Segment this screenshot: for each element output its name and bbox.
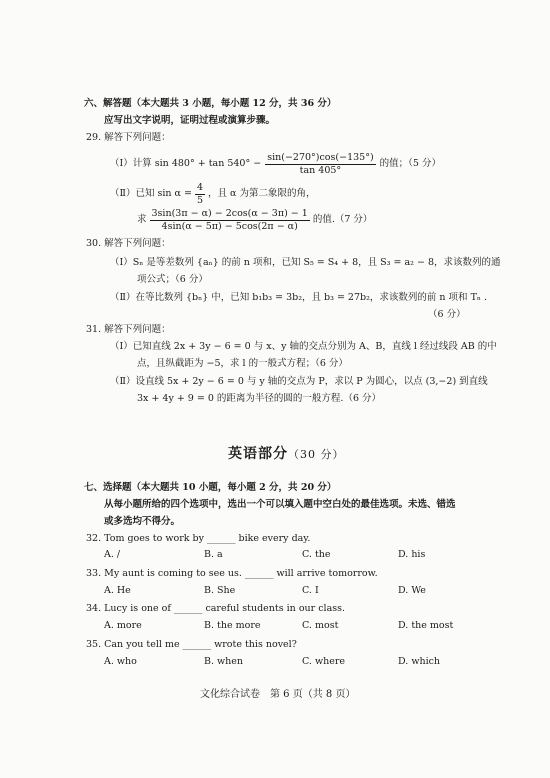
mcq-option: D. We: [398, 585, 426, 596]
mcq-option: C. the: [302, 549, 331, 560]
mcq-option: B. when: [204, 656, 244, 667]
section-6-header: 六、解答题（本大题共 3 小题，每小题 12 分，共 36 分）: [84, 98, 337, 109]
q29-part2-fraction: [195, 182, 205, 207]
q29-part1-suffix: 的值；（5 分）: [379, 158, 441, 169]
mcq-option: A. /: [104, 549, 121, 560]
mcq-option: B. the more: [204, 620, 261, 631]
mcq-option: A. more: [104, 620, 142, 631]
q29-part2b-prefix: 求: [137, 214, 147, 225]
mcq-option: A. who: [104, 656, 137, 667]
mcq-option: B. She: [204, 585, 236, 596]
q29-part1: [110, 150, 441, 178]
mcq-stem: 35. Can you tell me ______ wrote this novel?: [86, 639, 297, 650]
section-7-header: 七、选择题（本大题共 10 小题，每小题 2 分，共 20 分）: [84, 482, 337, 493]
q29-part2b-denominator: 4sin(α − 5π) − 5cos(2π − α): [161, 220, 298, 232]
section-7-instruction-2: 或多选均不得分。: [104, 516, 181, 527]
q30-title: 30. 解答下列问题：: [86, 238, 171, 249]
q29-part1-fraction: [265, 152, 375, 177]
q29-part2: [110, 180, 315, 208]
q30-part2-line2: （6 分）: [428, 309, 466, 320]
english-section-title: [228, 445, 345, 464]
mcq-option: C. where: [302, 656, 346, 667]
mcq-option: D. his: [398, 549, 426, 560]
q30-part1-line2: 项公式；（6 分）: [137, 274, 208, 285]
q29-part2-numerator: 4: [196, 181, 203, 193]
q30-part1-line1: （Ⅰ）Sₙ 是等差数列 {aₙ} 的前 n 项和，已知 S₅ = S₄ + 8，且 S₃ = a₂ − 8，求该数列的通: [110, 257, 501, 268]
q31-part2-line2: 3x + 4y + 9 = 0 的距离为半径的圆的一般方程.（6 分）: [137, 393, 382, 404]
q31-part1-line1: （Ⅰ）已知直线 2x + 3y − 6 = 0 与 x、y 轴的交点分别为 A、B，直线 l 经过线段 AB 的中: [110, 341, 497, 352]
mcq-option: D. which: [398, 656, 441, 667]
q29-part1-denominator: tan 405°: [299, 164, 342, 176]
q29-part1-prefix: （Ⅰ）计算 sin 480° + tan 540° −: [110, 158, 262, 169]
mcq-stem: 33. My aunt is coming to see us. ______ will arrive tomorrow.: [86, 568, 378, 579]
q29-part2b-suffix: 的值.（7 分）: [312, 214, 373, 225]
mcq-stem: 32. Tom goes to work by ______ bike every day.: [86, 533, 311, 544]
q29-part2b: [137, 206, 372, 234]
q29-part2b-fraction: [150, 208, 310, 233]
q31-part1-line2: 点，且纵截距为 −5，求 l 的一般式方程；（6 分）: [137, 358, 348, 369]
section-6-instruction: 应写出文字说明，证明过程或演算步骤。: [104, 115, 276, 126]
mcq-option: C. I: [302, 585, 319, 596]
q29-part2b-numerator: 3sin(3π − α) − 2cos(α − 3π) − 1: [151, 207, 308, 219]
mcq-stem: 34. Lucy is one of ______ careful students in our class.: [86, 603, 346, 614]
mcq-option: B. a: [204, 549, 223, 560]
mcq-option: D. the most: [398, 620, 454, 631]
mcq-option: A. He: [104, 585, 131, 596]
q29-title: 29. 解答下列问题：: [86, 132, 171, 143]
q31-part2-line1: （Ⅱ）设直线 5x + 2y − 6 = 0 与 y 轴的交点为 P，求以 P 为圆心，以点 (3,−2) 到直线: [110, 376, 488, 387]
q29-part2-prefix: （Ⅱ）已知 sin α =: [110, 188, 192, 199]
q29-part1-numerator: sin(−270°)cos(−135°): [267, 151, 374, 163]
q29-part2-denominator: 5: [196, 194, 203, 206]
q30-part2-line1: （Ⅱ）在等比数列 {bₙ} 中，已知 b₁b₃ = 3b₂，且 b₃ = 27b₂，求该数列的前 n 项和 Tₙ .: [110, 292, 488, 303]
section-7-instruction-1: 从每小题所给的四个选项中，选出一个可以填入题中空白处的最佳选项。未选、错选: [104, 499, 456, 510]
english-points: （30 分）: [288, 448, 345, 461]
english-title: 英语部分: [228, 446, 288, 462]
mcq-option: C. most: [302, 620, 339, 631]
q29-part2-suffix: ，且 α 为第二象限的角，: [207, 188, 316, 199]
page-footer: 文化综合试卷 第 6 页（共 8 页）: [200, 689, 356, 700]
q31-title: 31. 解答下列问题：: [86, 324, 171, 335]
